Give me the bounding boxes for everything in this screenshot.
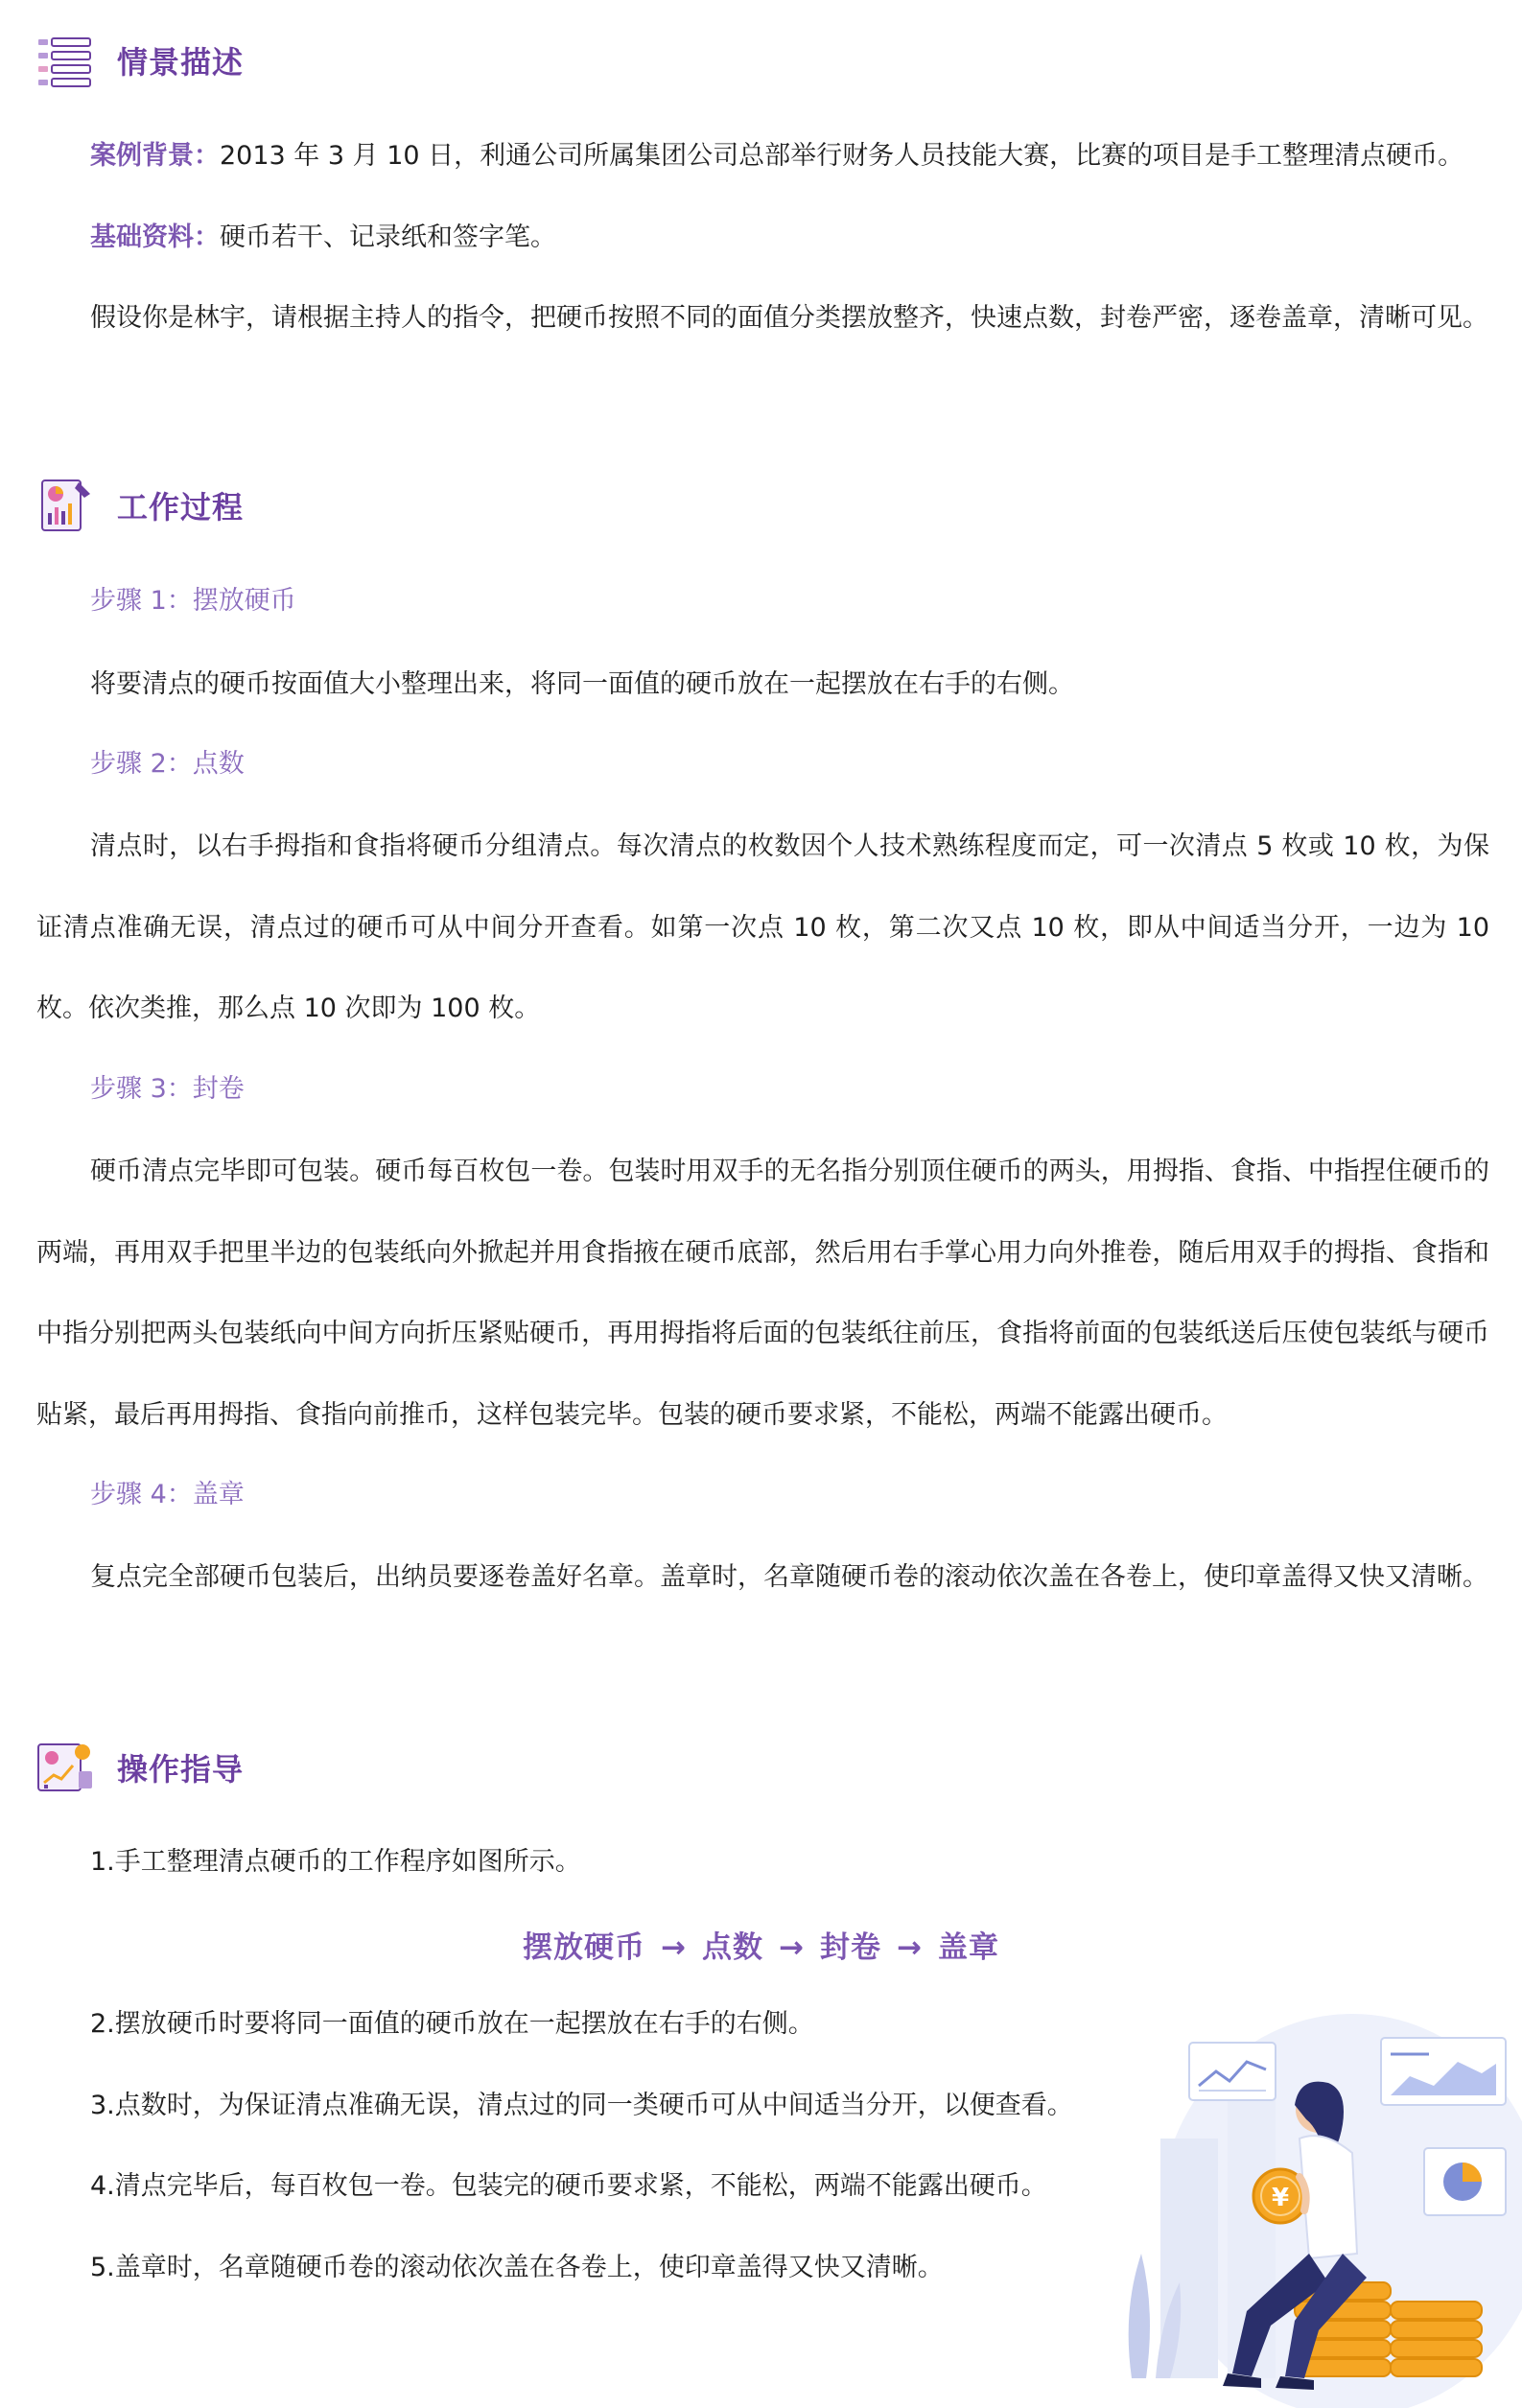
- dashboard-chart-icon: [35, 1737, 96, 1798]
- flow-step-2: 点数: [702, 1930, 763, 1965]
- workflow-diagram: [0, 1923, 1522, 1966]
- guide-item-5: 5.盖章时，名章随硬币卷的滚动依次盖在各卷上，使印章盖得又快又清晰。: [90, 2253, 944, 2282]
- process-header: [35, 472, 244, 539]
- guide-item-3: 3.点数时，为保证清点准确无误，清点过的同一类硬币可从中间适当分开，以便查看。: [90, 2091, 1073, 2120]
- step-1-label: 步骤 1：摆放硬币: [90, 586, 296, 616]
- flow-step-1: 摆放硬币: [523, 1930, 646, 1965]
- step-1-text: 将要清点的硬币按面值大小整理出来，将同一面值的硬币放在一起摆放在右手的右侧。: [90, 669, 1074, 699]
- guide-item-2: 2.摆放硬币时要将同一面值的硬币放在一起摆放在右手的右侧。: [90, 2009, 814, 2039]
- case-label: 案例背景：: [90, 141, 220, 171]
- case-text: 2013 年 3 月 10 日，利通公司所属集团公司总部举行财务人员技能大赛，比赛的项目是手工整理清点硬币。: [220, 141, 1464, 171]
- step-3-label: 步骤 3：封卷: [90, 1074, 245, 1104]
- flow-step-4: 盖章: [937, 1930, 999, 1965]
- report-chart-icon: [35, 475, 96, 536]
- material-label: 基础资料：: [90, 222, 220, 252]
- flow-step-3: 封卷: [819, 1930, 881, 1965]
- guide-item-4: 4.清点完毕后，每百枚包一卷。包装完的硬币要求紧，不能松，两端不能露出硬币。: [90, 2171, 1047, 2201]
- flow-arrow-icon: →: [896, 1930, 923, 1965]
- coin-symbol: ¥: [1271, 2184, 1290, 2212]
- step-2-label: 步骤 2：点数: [90, 749, 245, 779]
- guide-header: [35, 1734, 244, 1801]
- step-2-text: 清点时，以右手拇指和食指将硬币分组清点。每次清点的枚数因个人技术熟练程度而定，可一次清点 5 枚或 10 枚，为保证清点准确无误，清点过的硬币可从中间分开查看。如第一次点 10 枚，第二次又点 10 枚，即从中间适当分开，一边为 10 枚。依次类推，那么点 10 次即为 100 枚。: [36, 831, 1489, 1023]
- list-icon: [35, 30, 96, 91]
- section-title-guide: 操作指导: [117, 1751, 245, 1788]
- section-title-process: 工作过程: [117, 489, 245, 526]
- flow-arrow-icon: →: [661, 1930, 687, 1965]
- step-4-text: 复点完全部硬币包装后，出纳员要逐卷盖好名章。盖章时，名章随硬币卷的滚动依次盖在各卷上，使印章盖得又快又清晰。: [90, 1562, 1488, 1592]
- material-text: 硬币若干、记录纸和签字笔。: [220, 222, 556, 252]
- step-4-label: 步骤 4：盖章: [90, 1480, 245, 1509]
- task-description: 假设你是林宇，请根据主持人的指令，把硬币按照不同的面值分类摆放整齐，快速点数，封卷严密，逐卷盖章，清晰可见。: [90, 303, 1488, 333]
- step-3-text: 硬币清点完毕即可包装。硬币每百枚包一卷。包装时用双手的无名指分别顶住硬币的两头，用拇指、食指、中指捏住硬币的两端，再用双手把里半边的包装纸向外掀起并用食指掖在硬币底部，然后用右手掌心用力向外推卷，随后用双手的拇指、食指和中指分别把两头包装纸向中间方向折压紧贴硬币，再用拇指将后面的包装纸往前压，食指将前面的包装纸送后压使包装纸与硬币贴紧，最后再用拇指、食指向前推币，这样包装完毕。包装的硬币要求紧，不能松，两端不能露出硬币。: [36, 1157, 1489, 1430]
- section-title-scenario: 情景描述: [117, 44, 245, 81]
- case-background: [36, 116, 1489, 198]
- flow-arrow-icon: →: [779, 1930, 805, 1965]
- basic-materials: [36, 198, 1489, 279]
- guide-item-1: 1.手工整理清点硬币的工作程序如图所示。: [90, 1847, 581, 1877]
- woman-sitting-on-coins-illustration: [1103, 1995, 1522, 2408]
- scenario-header: [35, 27, 244, 94]
